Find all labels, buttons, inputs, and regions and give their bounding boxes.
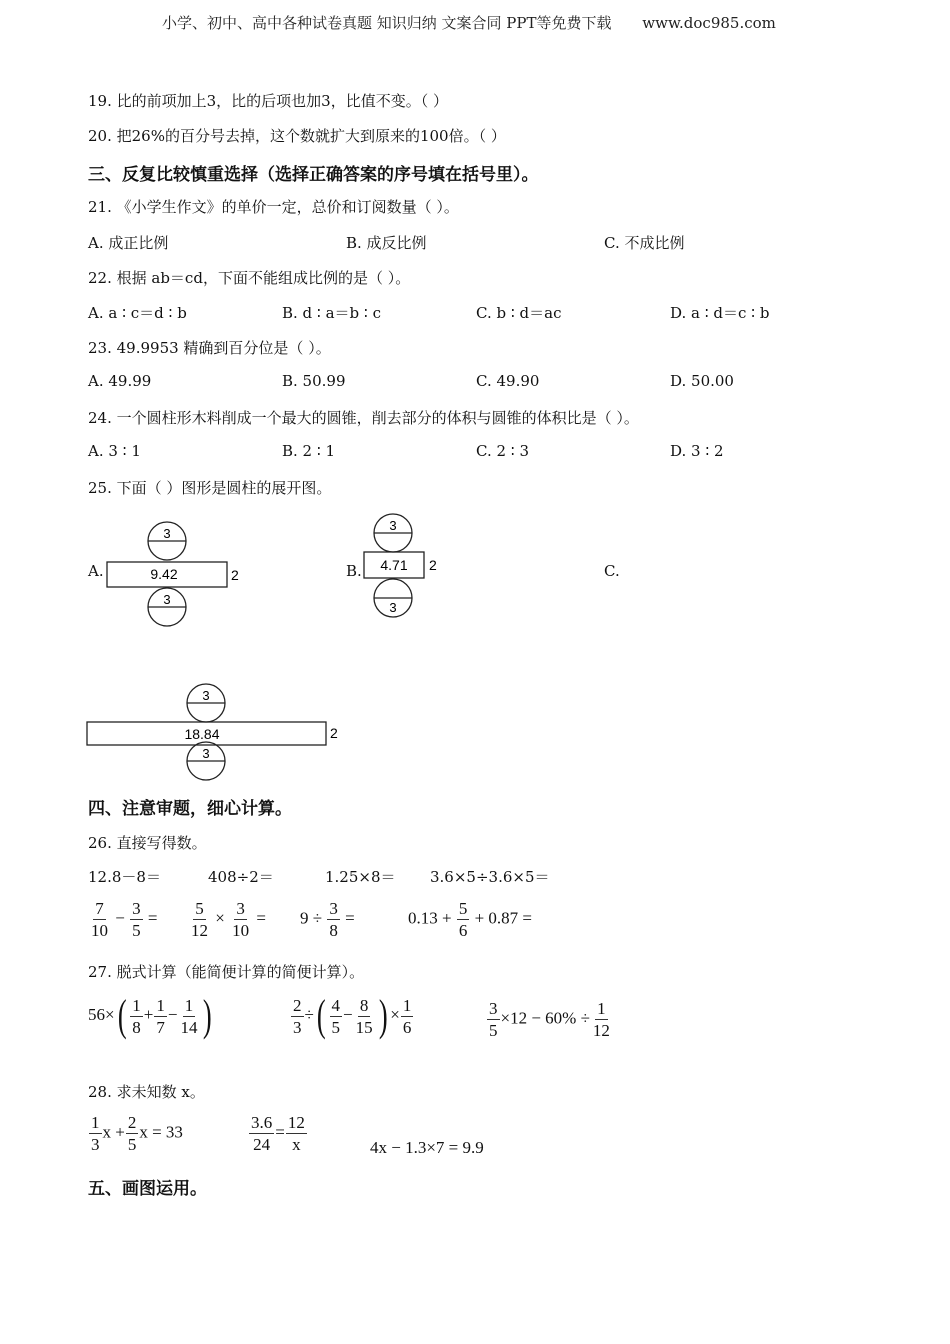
net-c-bottom-label: 3 bbox=[202, 746, 210, 761]
question-19: 19. 比的前项加上3，比的后项也加3，比值不变。（ ） bbox=[88, 92, 448, 110]
header-site[interactable]: www.doc985.com bbox=[642, 14, 776, 32]
fraction: $\frac{8}{15}$ bbox=[355, 995, 373, 1037]
question-24: 24. 一个圆柱形木料削成一个最大的圆锥，削去部分的体积与圆锥的体积比是（ ）。 bbox=[88, 409, 639, 427]
net-b-rect-label: 4.71 bbox=[380, 557, 408, 573]
fraction: $\frac{3}{8}$ bbox=[329, 899, 338, 940]
q28-equation-1: $\frac{1}{3}$ x + $\frac{2}{5}$ x = 33 bbox=[91, 1113, 183, 1154]
question-26: 26. 直接写得数。 bbox=[88, 834, 207, 852]
net-a-rect-label: 9.42 bbox=[150, 566, 178, 582]
fraction: $\frac{3}{5}$ bbox=[132, 899, 141, 940]
net-c-side-label: 2 bbox=[330, 725, 338, 741]
q22-option-a: A. a ∶ c＝d ∶ b bbox=[88, 304, 187, 322]
net-b-side-label: 2 bbox=[429, 557, 437, 573]
net-c-top-label: 3 bbox=[202, 688, 210, 703]
q26-expr-2: 408÷2＝ bbox=[208, 868, 274, 886]
q24-option-c: C. 2 ∶ 3 bbox=[476, 442, 530, 460]
fraction: $\frac{1}{12}$ bbox=[592, 999, 610, 1040]
q21-option-b: B. 成反比例 bbox=[346, 234, 427, 252]
section-4-title: 四、注意审题，细心计算。 bbox=[88, 799, 292, 819]
cylinder-net-c bbox=[84, 682, 344, 784]
q22-option-c: C. b ∶ d＝ac bbox=[476, 304, 562, 322]
header-text: 小学、初中、高中各种试卷真题 知识归纳 文案合同 PPT等免费下载 bbox=[162, 14, 612, 32]
q22-option-b: B. d ∶ a＝b ∶ c bbox=[282, 304, 381, 322]
net-b-top-label: 3 bbox=[389, 518, 397, 533]
q28-equation-2: $\frac{3.6}{24}$ = $\frac{12}{x}$ bbox=[251, 1113, 305, 1154]
fraction: $\frac{1}{3}$ bbox=[91, 1113, 100, 1154]
fraction: $\frac{1}{7}$ bbox=[156, 995, 165, 1037]
q27-expr-1: 56×( $\frac{1}{8}$ + $\frac{1}{7}$ − $\frac{1}{14}$ ) bbox=[88, 991, 213, 1040]
q25-option-a-label: A. bbox=[88, 562, 104, 580]
q23-option-b: B. 50.99 bbox=[282, 372, 346, 390]
fraction: $\frac{4}{5}$ bbox=[331, 995, 340, 1037]
q27-expr-2: $\frac{2}{3}$ ÷( $\frac{4}{5}$ − $\frac{8}{15}$ ) × $\frac{1}{6}$ bbox=[293, 991, 412, 1040]
q28-equation-3: 4x − 1.3×7 = 9.9 bbox=[370, 1138, 484, 1157]
fraction: $\frac{3}{5}$ bbox=[489, 999, 498, 1040]
q22-option-d: D. a ∶ d＝c ∶ b bbox=[670, 304, 770, 322]
fraction: $\frac{1}{8}$ bbox=[132, 995, 141, 1037]
q23-option-a: A. 49.99 bbox=[88, 372, 152, 390]
q26-expr-3: 1.25×8＝ bbox=[325, 868, 396, 886]
fraction: $\frac{1}{6}$ bbox=[402, 995, 412, 1037]
q26-expr-4: 3.6×5÷3.6×5＝ bbox=[430, 868, 550, 886]
fraction: $\frac{3.6}{24}$ bbox=[251, 1113, 273, 1154]
fraction: $\frac{3}{10}$ bbox=[232, 899, 250, 940]
fraction: $\frac{12}{x}$ bbox=[287, 1113, 305, 1154]
section-5-title: 五、画图运用。 bbox=[88, 1179, 207, 1199]
q21-option-a: A. 成正比例 bbox=[88, 234, 169, 252]
q24-option-b: B. 2 ∶ 1 bbox=[282, 442, 336, 460]
fraction: $\frac{7}{10}$ bbox=[91, 899, 108, 940]
q25-option-b-label: B. bbox=[346, 562, 362, 580]
q26-frac-expr-1: $\frac{7}{10}$ − $\frac{3}{5}$ = bbox=[91, 899, 158, 940]
net-b-bottom-label: 3 bbox=[389, 600, 397, 615]
question-20: 20. 把26%的百分号去掉，这个数就扩大到原来的100倍。（ ） bbox=[88, 127, 506, 145]
fraction: $\frac{5}{12}$ bbox=[191, 899, 208, 940]
q23-option-d: D. 50.00 bbox=[670, 372, 734, 390]
q21-option-c: C. 不成比例 bbox=[604, 234, 685, 252]
q26-frac-expr-4: 0.13 + $\frac{5}{6}$ + 0.87 = bbox=[408, 899, 533, 940]
net-c-rect-label: 18.84 bbox=[184, 726, 220, 742]
question-23: 23. 49.9953 精确到百分位是（ ）。 bbox=[88, 339, 331, 357]
question-22: 22. 根据 ab＝cd，下面不能组成比例的是（ ）。 bbox=[88, 269, 411, 287]
q24-option-d: D. 3 ∶ 2 bbox=[670, 442, 724, 460]
q26-frac-expr-3: 9 ÷ $\frac{3}{8}$ = bbox=[300, 899, 355, 940]
q26-frac-expr-2: $\frac{5}{12}$ × $\frac{3}{10}$ = bbox=[191, 899, 266, 940]
net-a-top-label: 3 bbox=[163, 526, 171, 541]
page-header bbox=[162, 12, 776, 33]
question-28: 28. 求未知数 x。 bbox=[88, 1083, 205, 1101]
question-25: 25. 下面（ ）图形是圆柱的展开图。 bbox=[88, 479, 332, 497]
section-3-title: 三、反复比较慎重选择（选择正确答案的序号填在括号里）。 bbox=[88, 165, 539, 185]
q25-option-c-label: C. bbox=[604, 562, 620, 580]
fraction: $\frac{2}{5}$ bbox=[127, 1113, 137, 1154]
cylinder-net-a bbox=[102, 518, 252, 630]
q27-expr-3: $\frac{3}{5}$ ×12 − 60% ÷ $\frac{1}{12}$ bbox=[489, 999, 610, 1040]
fraction: $\frac{2}{3}$ bbox=[293, 995, 302, 1037]
q24-option-a: A. 3 ∶ 1 bbox=[88, 442, 141, 460]
q26-expr-1: 12.8－8＝ bbox=[88, 868, 161, 886]
question-21: 21. 《小学生作文》的单价一定，总价和订阅数量（ ）。 bbox=[88, 198, 459, 216]
q23-option-c: C. 49.90 bbox=[476, 372, 540, 390]
fraction: $\frac{1}{14}$ bbox=[180, 995, 198, 1037]
net-a-bottom-label: 3 bbox=[163, 592, 171, 607]
cylinder-net-b bbox=[360, 510, 450, 622]
fraction: $\frac{5}{6}$ bbox=[458, 899, 468, 940]
net-a-side-label: 2 bbox=[231, 567, 239, 583]
question-27: 27. 脱式计算（能简便计算的简便计算）。 bbox=[88, 963, 365, 981]
